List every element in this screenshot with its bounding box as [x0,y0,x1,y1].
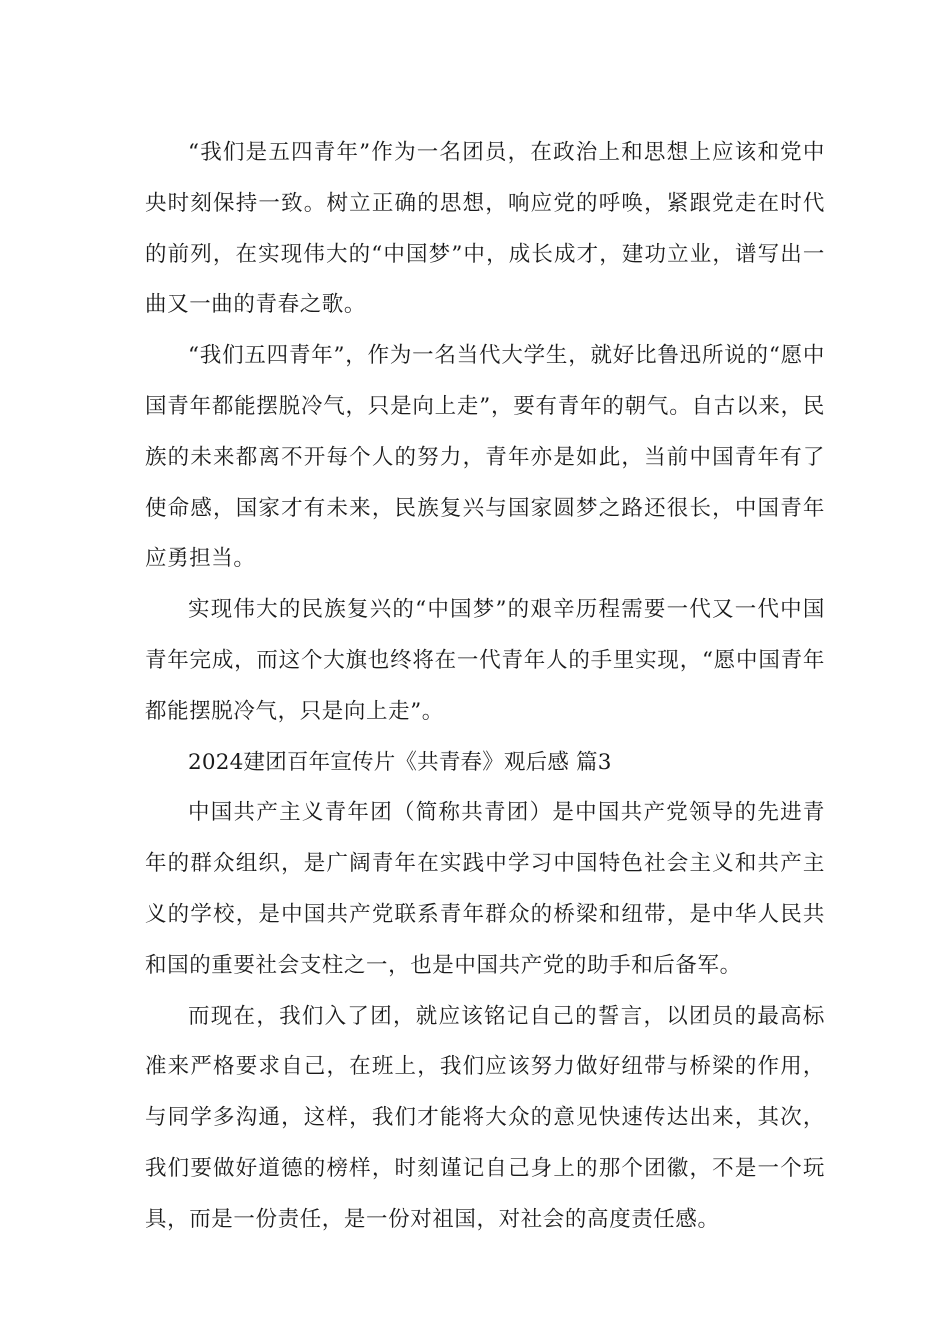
paragraph-wusi-youth-member: “我们是五四青年”作为一名团员，在政治上和思想上应该和党中央时刻保持一致。树立正确的思想，响应党的呼唤，紧跟党走在时代的前列，在实现伟大的“中国梦”中，成长成才，建功立业，谱写出一曲又一曲的青春之歌。 [145,140,825,318]
paragraph-wusi-youth-student: “我们五四青年”，作为一名当代大学生，就好比鲁迅所说的“愿中国青年都能摆脱冷气，只是向上走”，要有青年的朝气。自古以来，民族的未来都离不开每个人的努力，青年亦是如此，当前中国青年有了使命感，国家才有未来，民族复兴与国家圆梦之路还很长，中国青年应勇担当。 [145,343,825,572]
paragraph-league-member-duty: 而现在，我们入了团，就应该铭记自己的誓言，以团员的最高标准来严格要求自己，在班上，我们应该努力做好纽带与桥梁的作用，与同学多沟通，这样，我们才能将大众的意见快速传达出来，其次，我们要做好道德的榜样，时刻谨记自己身上的那个团徽，不是一个玩具，而是一份责任，是一份对祖国，对社会的高度责任感。 [145,1003,825,1232]
paragraph-china-dream: 实现伟大的民族复兴的“中国梦”的艰辛历程需要一代又一代中国青年完成，而这个大旗也终将在一代青年人的手里实现，“愿中国青年都能摆脱冷气，只是向上走”。 [145,597,825,724]
document-body [145,128,825,1246]
section-heading: 2024建团百年宣传片《共青春》观后感 篇3 [188,749,612,775]
paragraph-youth-league-intro: 中国共产主义青年团（简称共青团）是中国共产党领导的先进青年的群众组织，是广阔青年在实践中学习中国特色社会主义和共产主义的学校，是中国共产党联系青年群众的桥梁和纽带，是中华人民共和国的重要社会支柱之一，也是中国共产党的助手和后备军。 [145,800,825,978]
